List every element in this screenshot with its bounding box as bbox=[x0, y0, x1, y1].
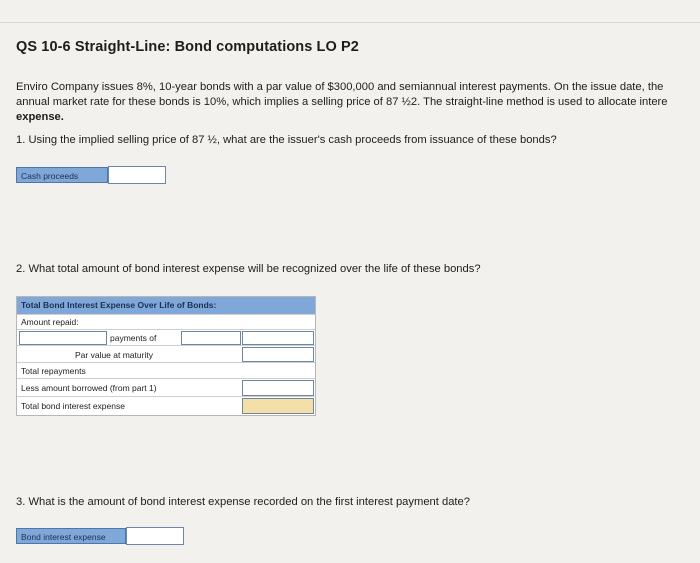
question-1: 1. Using the implied selling price of 87 ½, what are the issuer's cash proceeds from issuance of these bonds? bbox=[16, 134, 557, 146]
payments-of-label: payments of bbox=[110, 333, 157, 343]
problem-line-2: annual market rate for these bonds is 10%, which implies a selling price of 87 ½2. The straight-line method is used to allocate intere bbox=[16, 96, 668, 108]
cash-proceeds-label: Cash proceeds bbox=[16, 167, 108, 183]
par-value-label: Par value at maturity bbox=[75, 350, 153, 360]
amount-repaid-label: Amount repaid: bbox=[21, 317, 79, 327]
amount-repaid-row bbox=[17, 315, 315, 330]
top-divider bbox=[0, 22, 700, 23]
total-expense-row bbox=[17, 397, 315, 415]
payment-amount-input[interactable] bbox=[181, 331, 241, 345]
total-repayments-label: Total repayments bbox=[21, 366, 86, 376]
total-repayments-row bbox=[17, 363, 315, 379]
cash-proceeds-input[interactable] bbox=[108, 166, 166, 184]
total-expense-label: Total bond interest expense bbox=[21, 401, 125, 411]
par-value-row bbox=[17, 346, 315, 363]
bond-interest-expense-label: Bond interest expense bbox=[16, 528, 126, 544]
payments-count-input[interactable] bbox=[19, 331, 107, 345]
problem-line-1: Enviro Company issues 8%, 10-year bonds with a par value of $300,000 and semiannual interest payments. On the issue date, the bbox=[16, 81, 664, 93]
less-borrowed-input[interactable] bbox=[242, 380, 314, 396]
less-borrowed-row bbox=[17, 379, 315, 397]
payments-row bbox=[17, 330, 315, 346]
less-borrowed-label: Less amount borrowed (from part 1) bbox=[21, 383, 157, 393]
question-2: 2. What total amount of bond interest expense will be recognized over the life of these bonds? bbox=[16, 263, 481, 275]
interest-expense-table bbox=[16, 296, 316, 416]
payments-total-input[interactable] bbox=[242, 331, 314, 345]
bond-interest-expense-input[interactable] bbox=[126, 527, 184, 545]
problem-line-3: expense. bbox=[16, 111, 64, 123]
total-expense-input[interactable] bbox=[242, 398, 314, 414]
page-title: QS 10-6 Straight-Line: Bond computations LO P2 bbox=[16, 39, 359, 55]
problem-statement bbox=[16, 80, 700, 125]
par-value-input[interactable] bbox=[242, 347, 314, 362]
question-3: 3. What is the amount of bond interest expense recorded on the first interest payment date? bbox=[16, 496, 470, 508]
table-header: Total Bond Interest Expense Over Life of Bonds: bbox=[17, 297, 315, 315]
